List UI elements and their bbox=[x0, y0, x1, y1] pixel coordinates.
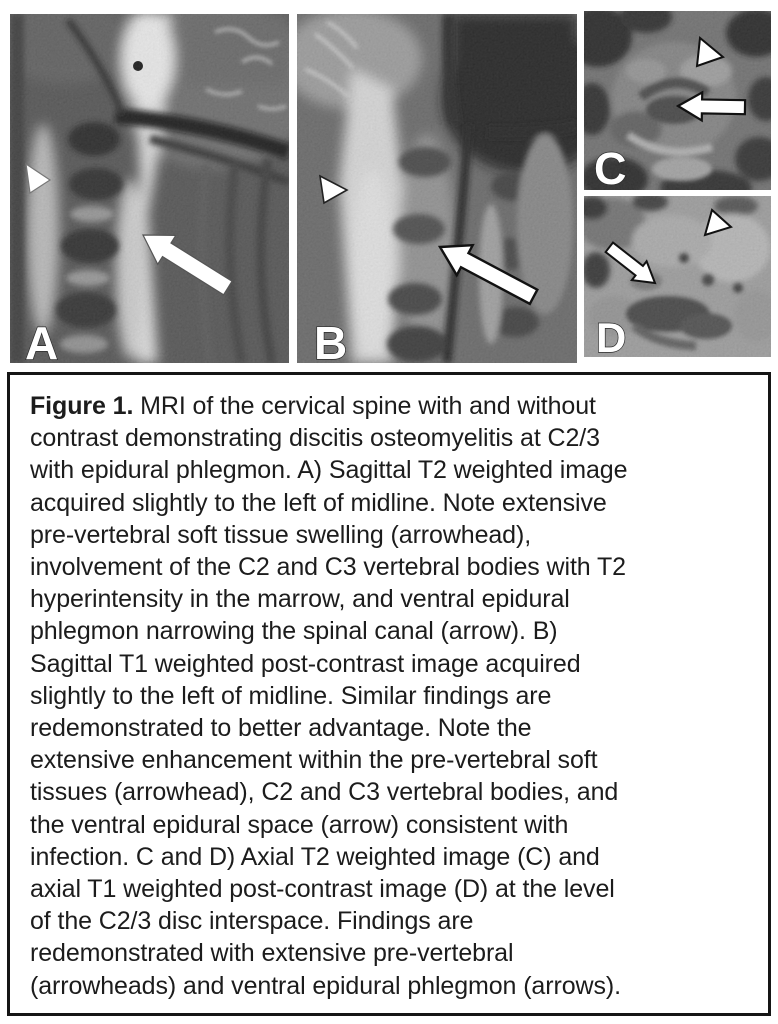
caption-line: infection. C and D) Axial T2 weighted image (C) and bbox=[30, 842, 600, 871]
figure-number-label: Figure 1. bbox=[30, 392, 141, 420]
caption-line: tissues (arrowhead), C2 and C3 vertebral bodies, and bbox=[30, 778, 619, 807]
caption-line: extensive enhancement within the pre-vertebral soft bbox=[30, 746, 598, 775]
caption-line: acquired slightly to the left of midline. Note extensive bbox=[30, 488, 607, 517]
mri-image-d bbox=[584, 196, 771, 357]
panel-label-d: D bbox=[596, 314, 627, 357]
caption-line: axial T1 weighted post-contrast image (D) at the level bbox=[30, 875, 615, 904]
caption-line: Sagittal T1 weighted post-contrast image acquired bbox=[30, 649, 581, 678]
caption-line: phlegmon narrowing the spinal canal (arrow). B) bbox=[30, 617, 558, 646]
caption-line: slightly to the left of midline. Similar findings are bbox=[30, 681, 552, 710]
panel-label-b: B bbox=[314, 317, 348, 363]
mri-panel-c bbox=[584, 11, 771, 190]
caption-line: Figure 1. MRI of the cervical spine with and without bbox=[30, 392, 596, 420]
mri-image-a bbox=[10, 14, 289, 363]
caption-line: redemonstrated to better advantage. Note the bbox=[30, 714, 532, 743]
mri-grain-texture bbox=[10, 14, 289, 363]
mri-panel-a bbox=[10, 14, 289, 363]
caption-line: involvement of the C2 and C3 vertebral bodies with T2 bbox=[30, 553, 626, 582]
caption-line: hyperintensity in the marrow, and ventral epidural bbox=[30, 585, 570, 614]
mri-image-b bbox=[297, 14, 577, 363]
mri-panel-grid bbox=[0, 0, 778, 370]
panel-label-c: C bbox=[594, 143, 627, 190]
mri-panel-b bbox=[297, 14, 577, 363]
mri-image-c bbox=[584, 11, 771, 190]
caption-line: of the C2/3 disc interspace. Findings are bbox=[30, 907, 474, 936]
mri-panel-d bbox=[584, 196, 771, 357]
caption-line: pre-vertebral soft tissue swelling (arrowhead), bbox=[30, 520, 532, 549]
figure-caption bbox=[30, 390, 754, 1002]
caption-line: the ventral epidural space (arrow) consistent with bbox=[30, 810, 569, 839]
caption-line: (arrowheads) and ventral epidural phlegmon (arrows). bbox=[30, 971, 621, 1000]
caption-line: with epidural phlegmon. A) Sagittal T2 weighted image bbox=[30, 456, 628, 485]
figure-caption-box bbox=[7, 372, 771, 1016]
caption-line: redemonstrated with extensive pre-vertebral bbox=[30, 939, 514, 968]
caption-line: contrast demonstrating discitis osteomyelitis at C2/3 bbox=[30, 424, 600, 453]
panel-label-a: A bbox=[25, 317, 59, 363]
